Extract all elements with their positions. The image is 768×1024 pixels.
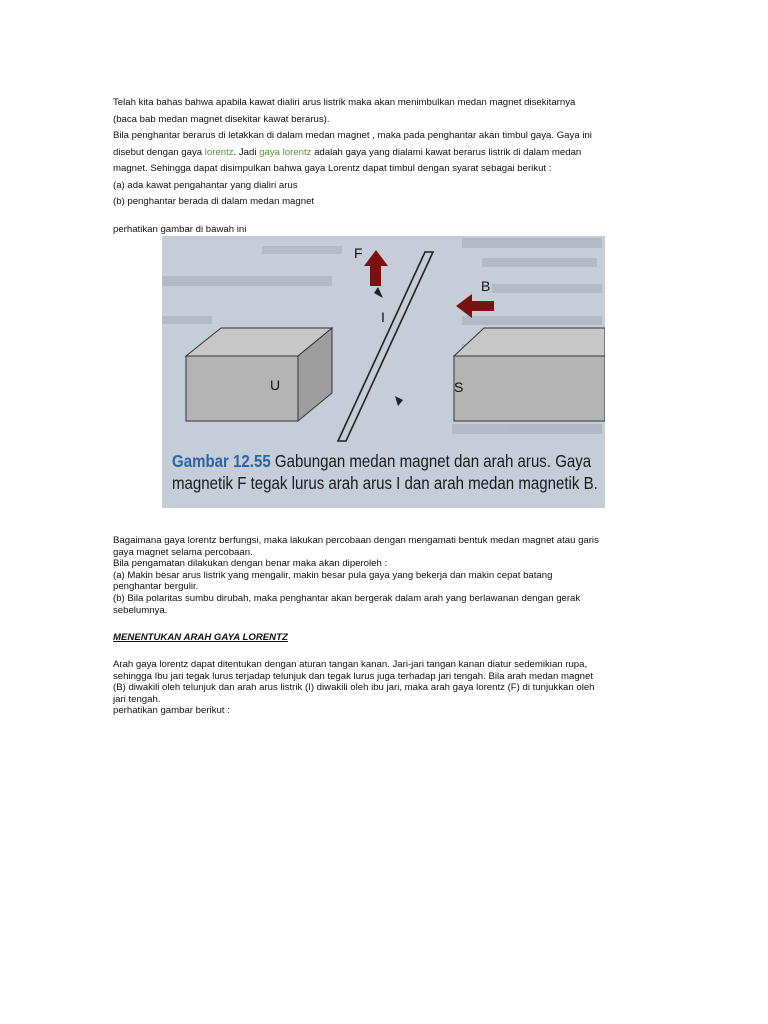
experiment-line: penghantar bergulir.: [113, 581, 199, 593]
magnet-south: [454, 328, 605, 421]
direction-line: Arah gaya lorentz dapat ditentukan dengan aturan tangan kanan. Jari-jari tangan kanan diatur sedemikian rupa,: [113, 659, 588, 670]
lorentz-figure: [162, 236, 605, 508]
experiment-line: gaya magnet selama percobaan.: [113, 546, 253, 558]
experiment-line: (a) Makin besar arus listrik yang mengalir, makin besar pula gaya yang bekerja dan makin cepat batang: [113, 569, 553, 581]
experiment-line: sebelumnya.: [113, 604, 168, 616]
lorentz-link[interactable]: lorentz: [204, 146, 234, 158]
direction-line: (B) diwakili oleh telunjuk dan arah arus listrik (I) diwakili oleh ibu jari, maka arah gaya lorentz (F) di tunjukkan oleh: [113, 682, 595, 694]
intro-paragraph: [113, 95, 658, 211]
caption-text: Gabungan medan magnet dan arah arus. Gaya: [270, 451, 592, 471]
label-u: U: [270, 377, 281, 393]
intro-text: . Jadi: [233, 146, 260, 158]
condition-b: (b) penghantar berada di dalam medan magnet: [113, 196, 315, 207]
intro-text: adalah gaya yang dialami kawat berarus listrik di dalam medan: [311, 146, 582, 158]
field-arrow: [456, 294, 494, 318]
current-loop: [338, 252, 433, 441]
direction-line: sehingga Ibu jari tegak lurus terjadap telunjuk dan tegak lurus juga terhadap jari tengah. Bila arah medan magnet: [113, 670, 594, 682]
experiment-line: Bagaimana gaya lorentz berfungsi, maka lakukan percobaan dengan mengamati bentuk medan magnet atau garis: [113, 535, 599, 546]
direction-line: perhatikan gambar berikut :: [113, 705, 230, 717]
intro-line: [113, 145, 658, 162]
label-f: F: [354, 245, 363, 261]
label-i: I: [381, 309, 385, 325]
label-b: B: [481, 278, 491, 294]
force-arrow: [364, 250, 388, 286]
intro-line: Telah kita bahas bahwa apabila kawat dialiri arus listrik maka akan menimbulkan medan magnet disekitarnya: [113, 97, 576, 108]
caption-line: [172, 450, 592, 472]
figure-lead-text: perhatikan gambar di bawah ini: [113, 224, 247, 235]
section-heading: MENENTUKAN ARAH GAYA LORENTZ: [113, 632, 288, 643]
magnet-north: [186, 328, 332, 421]
intro-line: magnet. Sehingga dapat disimpulkan bahwa gaya Lorentz dapat timbul dengan syarat sebagai berikut :: [113, 163, 552, 174]
experiment-line: Bila pengamatan dilakukan dengan benar maka akan diperoleh :: [113, 558, 388, 570]
caption-line: magnetik F tegak lurus arah arus I dan arah medan magnetik B.: [172, 473, 598, 493]
caption-number: Gambar 12.55: [172, 451, 271, 471]
intro-line: (baca bab medan magnet disekitar kawat berarus).: [113, 113, 330, 125]
experiment-line: (b) Bila polaritas sumbu dirubah, maka penghantar akan bergerak dalam arah yang berlawanan dengan gerak: [113, 592, 581, 604]
figure-caption: [172, 450, 598, 494]
direction-paragraph: [113, 659, 658, 717]
direction-line: jari tengah.: [113, 693, 161, 705]
experiment-paragraph: [113, 535, 658, 616]
intro-line: Bila penghantar berarus di letakkan di dalam medan magnet , maka pada penghantar akan timbul gaya. Gaya ini: [113, 130, 592, 141]
intro-text: disebut dengan gaya: [113, 146, 205, 158]
gaya-lorentz-link[interactable]: gaya lorentz: [259, 146, 312, 158]
label-s: S: [454, 379, 464, 395]
condition-a: (a) ada kawat pengahantar yang dialiri arus: [113, 179, 298, 191]
